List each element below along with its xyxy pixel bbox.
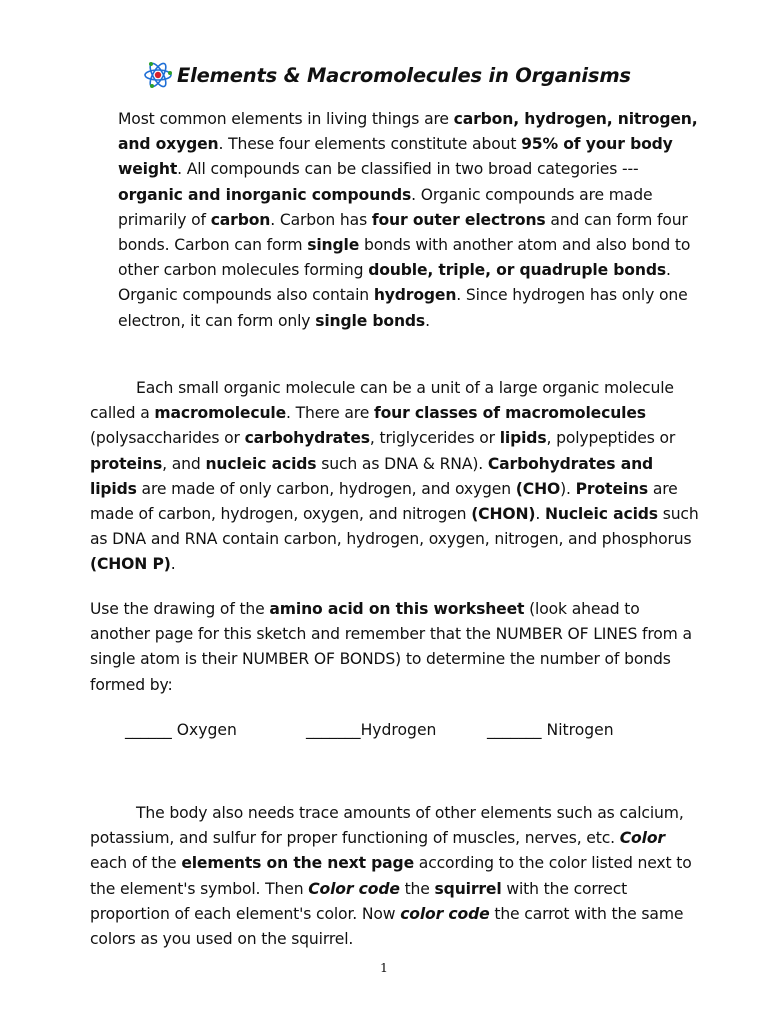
text: , and	[162, 454, 206, 473]
text: are made of only carbon, hydrogen, and oxygen	[136, 479, 516, 498]
text: .	[170, 555, 176, 574]
nitrogen-blank[interactable]: _______ Nitrogen	[487, 721, 614, 739]
text: , polypeptides or	[546, 429, 676, 448]
text: . Since hydrogen has only one electron, it can form only	[118, 286, 688, 330]
bold-text: lipids	[499, 429, 547, 448]
bold-text: (CHON P)	[90, 555, 171, 574]
bold-text: double, triple, or quadruple bonds	[368, 261, 666, 280]
text: with the correct proportion of each element's color. Now	[90, 879, 628, 923]
bold-text: 95% of your body weight	[118, 135, 673, 179]
oxygen-blank[interactable]: ______ Oxygen	[125, 721, 237, 739]
page-title: Elements & Macromolecules in Organisms	[177, 63, 631, 87]
bold-text: four classes of macromolecules	[373, 404, 646, 423]
bold-italic-text: color code	[400, 904, 490, 923]
paragraph-amino-acid	[90, 597, 700, 698]
bold-italic-text: Color code	[308, 879, 400, 898]
bold-text: squirrel	[434, 879, 502, 898]
bold-text: four outer electrons	[371, 210, 546, 229]
paragraph-trace-elements	[90, 801, 700, 952]
text: the carrot with the same colors as you used on the squirrel.	[90, 904, 684, 949]
bold-text: carbohydrates	[244, 429, 370, 448]
text: and can form four bonds. Carbon can form	[118, 210, 688, 255]
text: Each small organic molecule can be a unit of a large organic molecule called a	[90, 379, 674, 423]
paragraph-macromolecules	[90, 376, 700, 578]
text: are made of carbon, hydrogen, oxygen, and nitrogen	[90, 479, 678, 524]
text: Most common elements in living things are	[118, 110, 454, 128]
page-number: 1	[380, 960, 388, 975]
paragraph-elements	[118, 107, 698, 334]
text: (look ahead to another page for this sketch and remember that the NUMBER OF LINES from a single atom is their NUMBER OF BONDS) to determine the number of bonds formed by:	[90, 600, 692, 694]
bold-text: macromolecule	[154, 404, 287, 423]
bold-text: carbon	[210, 210, 271, 229]
text: Use the drawing of the	[90, 600, 270, 618]
text: . Organic compounds also contain	[118, 261, 671, 305]
text: .	[425, 311, 430, 330]
text: . There are	[286, 404, 374, 423]
document-title-row	[143, 58, 703, 92]
bold-text: Nucleic acids	[544, 505, 658, 524]
text: The body also needs trace amounts of other elements such as calcium, potassium, and sulfur for proper functioning of muscles, nerves, etc.	[90, 804, 684, 848]
hydrogen-blank[interactable]: _______Hydrogen	[306, 721, 437, 739]
bold-text: elements on the next page	[181, 854, 414, 873]
bold-text: proteins	[90, 454, 163, 473]
text: each of the	[90, 854, 182, 873]
atom-icon	[143, 60, 173, 90]
bold-text: carbon, hydrogen, nitrogen, and oxygen	[118, 110, 698, 154]
text: bonds with another atom and also bond to other carbon molecules forming	[118, 236, 691, 280]
text: such as DNA & RNA).	[316, 454, 488, 473]
bold-text: amino acid on this worksheet	[269, 600, 525, 618]
text: .	[535, 505, 545, 524]
bold-italic-text: Color	[619, 829, 665, 848]
text: . These four elements constitute about	[218, 135, 522, 154]
text: according to the color listed next to the element's symbol. Then	[90, 854, 692, 898]
text: (polysaccharides or	[90, 429, 245, 448]
text: such as DNA and RNA contain carbon, hydrogen, oxygen, nitrogen, and phosphorus	[90, 505, 699, 549]
text: . Organic compounds are made primarily of	[118, 185, 653, 229]
bold-text: organic and inorganic compounds	[118, 185, 412, 204]
text: . Carbon has	[270, 210, 372, 229]
bold-text: Carbohydrates and lipids	[90, 454, 654, 498]
text: the	[399, 879, 435, 898]
bold-text: hydrogen	[373, 286, 457, 305]
bold-text: (CHON)	[471, 505, 536, 524]
bold-text: nucleic acids	[205, 454, 317, 473]
bold-text: (CHO	[515, 479, 561, 498]
text: , triglycerides or	[369, 429, 500, 448]
bold-text: Proteins	[575, 479, 649, 498]
text: . All compounds can be classified in two broad categories ---	[177, 160, 639, 179]
bold-text: single	[307, 236, 360, 255]
bold-text: single bonds	[315, 311, 426, 330]
text: ).	[560, 479, 576, 498]
